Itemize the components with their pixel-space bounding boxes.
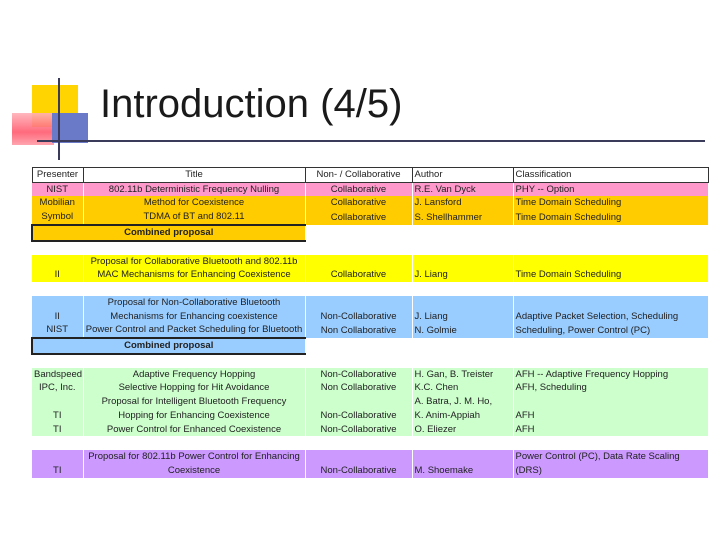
table-cell: Power Control (PC), Data Rate Scaling (DRS)	[513, 450, 708, 477]
table-cell	[305, 282, 412, 296]
combined-proposal-label: Combined proposal	[32, 338, 305, 354]
table-cell	[32, 282, 83, 296]
table-cell: AFH	[513, 409, 708, 423]
table-cell	[32, 436, 83, 450]
column-header: Author	[412, 168, 513, 183]
table-cell	[305, 241, 412, 255]
table-cell	[83, 241, 305, 255]
decor-vertical-line	[58, 78, 60, 160]
table-cell: Proposal for Non-Collaborative Bluetooth Mechanisms for Enhancing coexistence	[83, 296, 305, 323]
table-cell: Mobilian	[32, 196, 83, 210]
table-cell: II	[32, 255, 83, 282]
table-cell	[305, 354, 412, 368]
table-cell: Time Domain Scheduling	[513, 255, 708, 282]
table-cell	[32, 241, 83, 255]
table-cell: Bandspeed	[34, 368, 83, 380]
table-cell	[32, 395, 83, 409]
table-cell: Proposal for Intelligent Bluetooth Frequency	[83, 395, 305, 409]
table-row	[32, 296, 708, 323]
table-cell: H. Gan, B. Treister	[412, 368, 513, 382]
table-cell: Adaptive Packet Selection, Scheduling	[513, 296, 708, 323]
table-cell: K. Anim-Appiah	[412, 409, 513, 423]
table-row	[32, 423, 708, 437]
table-cell: J. Liang	[412, 255, 513, 282]
column-header: Presenter	[32, 168, 83, 183]
table-cell	[513, 354, 708, 368]
table-cell	[513, 241, 708, 255]
table-cell: Power Control for Enhanced Coexistence	[83, 423, 305, 437]
table-cell	[32, 354, 83, 368]
table-cell	[305, 338, 412, 354]
table-cell: IPC, Inc.	[32, 381, 83, 395]
spacer-row	[32, 354, 708, 368]
table-cell	[513, 225, 708, 241]
table-cell: Non-Collaborative	[305, 368, 412, 382]
table-row	[32, 182, 708, 196]
table-cell: J. Liang	[412, 296, 513, 323]
table-cell: O. Eliezer	[412, 423, 513, 437]
combined-proposal-row	[32, 338, 708, 354]
table-row	[32, 323, 708, 338]
table-cell	[412, 354, 513, 368]
table-cell	[412, 436, 513, 450]
table-cell: 802.11b Deterministic Frequency Nulling	[83, 182, 305, 196]
spacer-row	[32, 436, 708, 450]
table-cell: J. Lansford	[412, 196, 513, 210]
table-cell	[83, 436, 305, 450]
table-cell: M. Shoemake	[412, 450, 513, 477]
table-cell: K.C. Chen	[412, 381, 513, 395]
table-cell	[83, 282, 305, 296]
table-row	[32, 381, 708, 395]
table-cell: Symbol	[32, 210, 83, 225]
table-cell: Proposal for 802.11b Power Control for Enhancing Coexistence	[83, 450, 305, 477]
table-cell: AFH -- Adaptive Frequency Hopping	[513, 368, 708, 382]
spacer-row	[32, 241, 708, 255]
column-header: Title	[83, 168, 305, 183]
table-cell: S. Shellhammer	[412, 210, 513, 225]
table-cell: Collaborative	[305, 196, 412, 210]
table-cell: Non-Collaborative	[305, 423, 412, 437]
table-cell	[513, 338, 708, 354]
table-cell: Non-Collaborative	[305, 296, 412, 323]
table-cell: PHY -- Option	[513, 182, 708, 196]
combined-proposal-label: Combined proposal	[32, 225, 305, 241]
spacer-row	[32, 282, 708, 296]
table-cell: Adaptive Frequency Hopping	[83, 368, 305, 382]
table-cell: Selective Hopping for Hit Avoidance	[83, 381, 305, 395]
table-cell: Time Domain Scheduling	[513, 196, 708, 210]
table-cell: NIST	[32, 182, 83, 196]
table-cell: II	[32, 296, 83, 323]
table-cell: Non Collaborative	[305, 323, 412, 338]
table-cell	[513, 282, 708, 296]
table-cell: A. Batra, J. M. Ho,	[412, 395, 513, 409]
table-row	[32, 450, 708, 477]
table-cell: Collaborative	[305, 210, 412, 225]
table-cell	[305, 395, 412, 409]
table-row	[32, 210, 708, 225]
table-cell: AFH	[513, 423, 708, 437]
table-cell: TDMA of BT and 802.11	[83, 210, 305, 225]
table-cell: Method for Coexistence	[83, 196, 305, 210]
table-cell: TI	[32, 423, 83, 437]
table-row	[32, 196, 708, 210]
table-cell: Non-Collaborative	[305, 409, 412, 423]
table-cell: TI	[32, 409, 83, 423]
table-cell: R.E. Van Dyck	[412, 182, 513, 196]
table-header-row	[32, 168, 708, 183]
table-cell: NIST	[32, 323, 83, 338]
table-cell: TI	[32, 450, 83, 477]
table-cell: Non Collaborative	[305, 381, 412, 395]
table-row	[32, 395, 708, 409]
proposals-table	[31, 167, 709, 478]
table-cell	[412, 282, 513, 296]
table-row	[32, 368, 708, 382]
table-row	[32, 255, 708, 282]
table-cell	[305, 225, 412, 241]
slide-title: Introduction (4/5)	[100, 82, 403, 126]
column-header: Classification	[513, 168, 708, 183]
column-header: Non- / Collaborative	[305, 168, 412, 183]
table-cell: Power Control and Packet Scheduling for Bluetooth	[83, 323, 305, 338]
table-cell: N. Golmie	[412, 323, 513, 338]
table-cell: AFH, Scheduling	[513, 381, 708, 395]
table-row	[32, 409, 708, 423]
table-cell	[513, 436, 708, 450]
combined-proposal-row	[32, 225, 708, 241]
table-cell	[513, 395, 708, 409]
table-cell: Scheduling, Power Control (PC)	[513, 323, 708, 338]
table-cell	[412, 225, 513, 241]
decor-horizontal-line	[37, 140, 705, 142]
table-cell: Proposal for Collaborative Bluetooth and 802.11b MAC Mechanisms for Enhancing Coexistence	[83, 255, 305, 282]
table-cell: Time Domain Scheduling	[513, 210, 708, 225]
table-cell	[305, 436, 412, 450]
table-cell	[412, 241, 513, 255]
table-cell: Collaborative	[305, 255, 412, 282]
table-cell	[412, 338, 513, 354]
table-cell: Hopping for Enhancing Coexistence	[83, 409, 305, 423]
table-cell: Collaborative	[305, 182, 412, 196]
table-cell	[83, 354, 305, 368]
table-cell: Non-Collaborative	[305, 450, 412, 477]
